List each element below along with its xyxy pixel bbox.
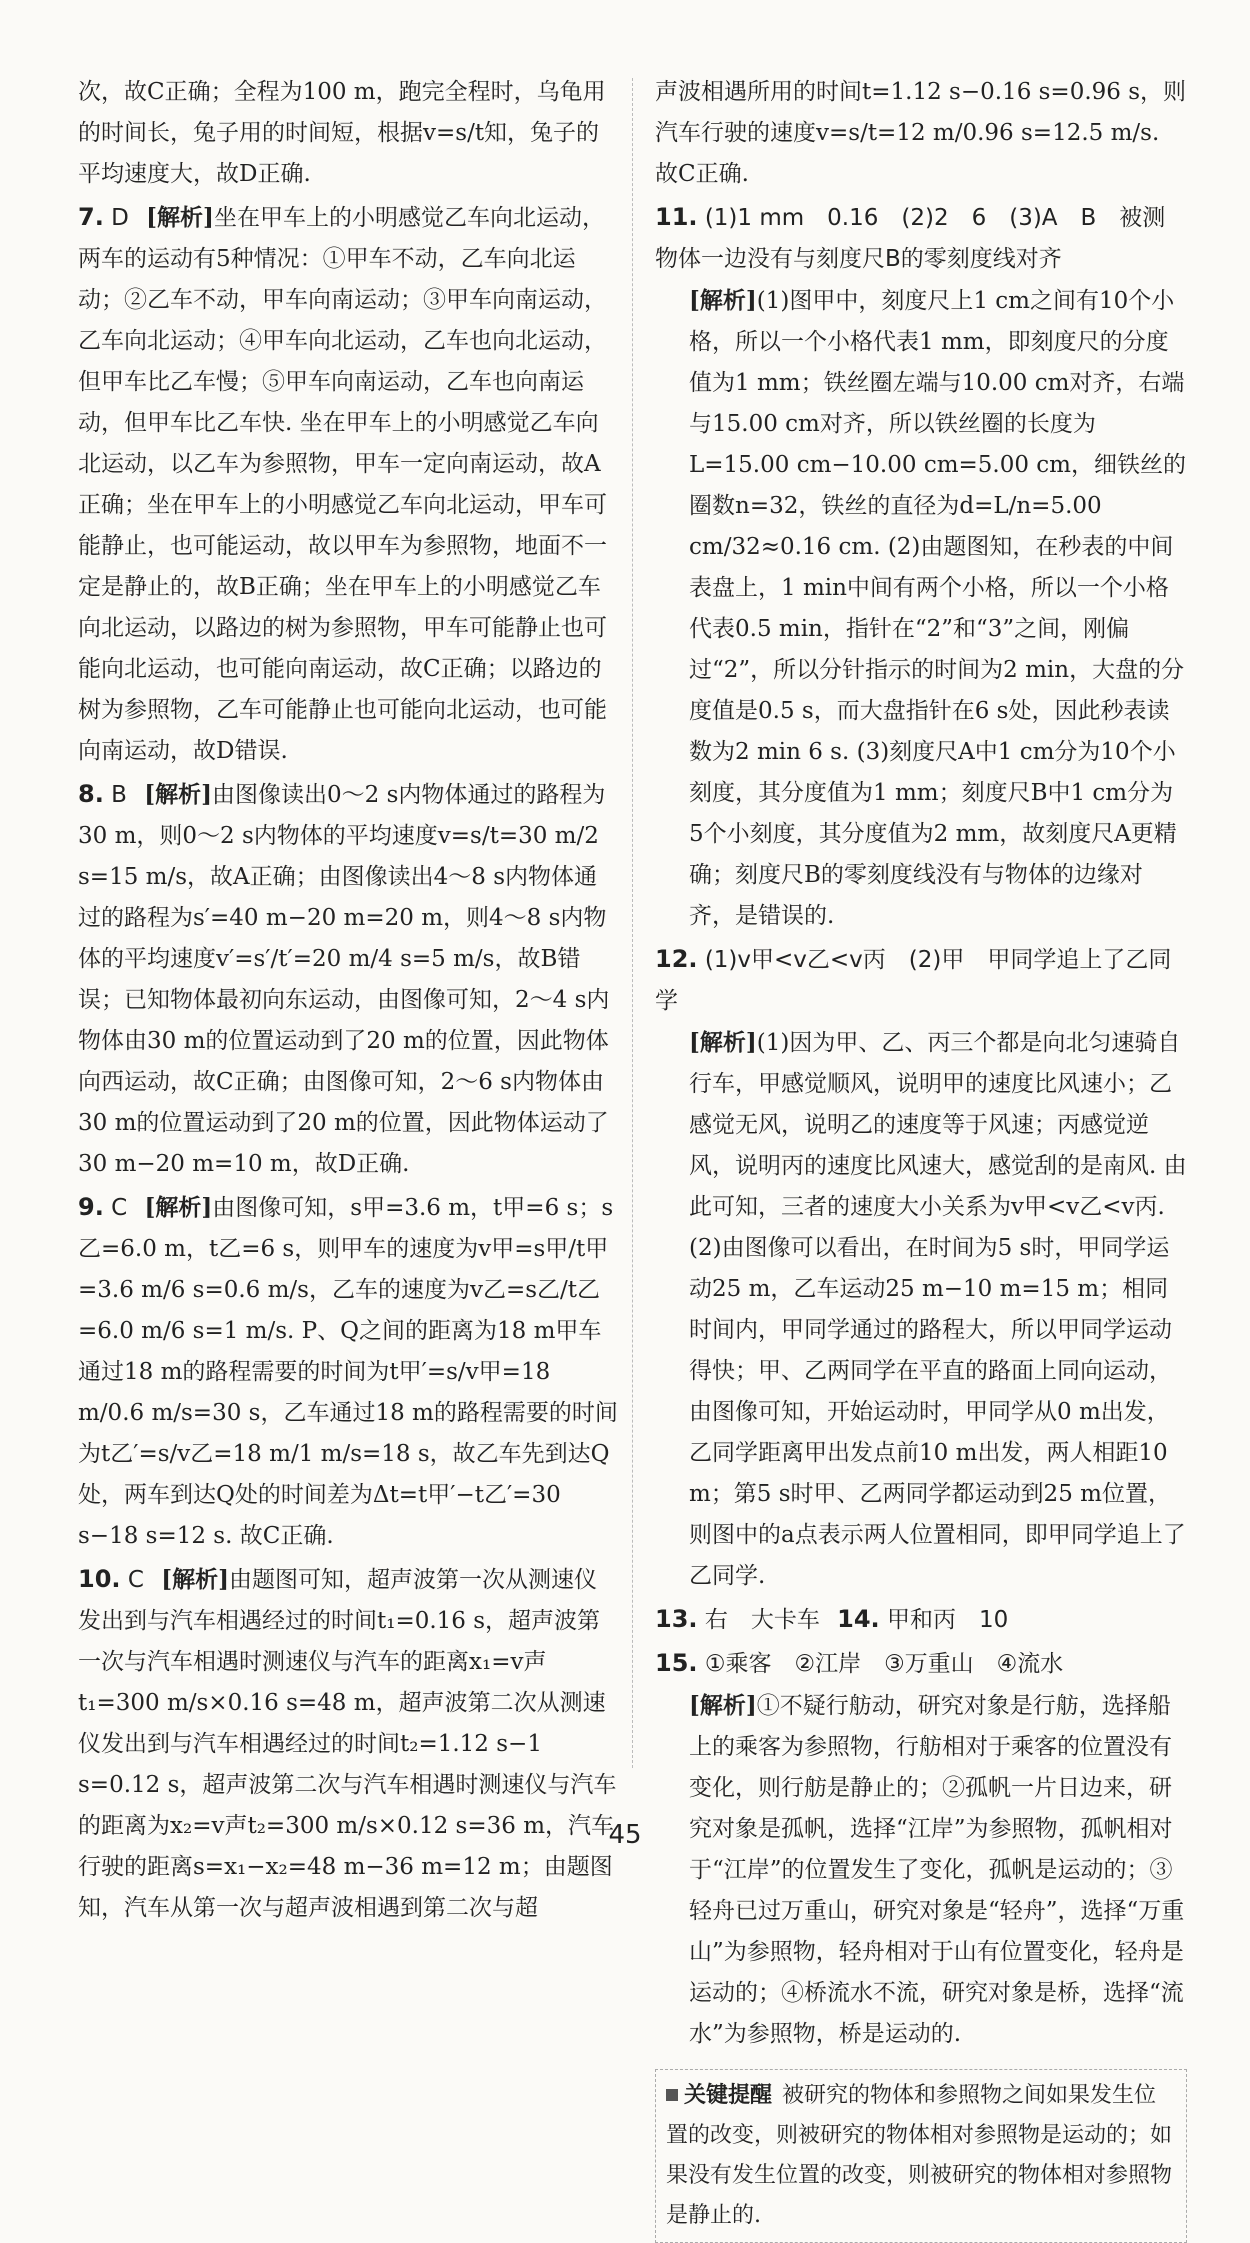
question-number: 12. [655,945,698,973]
question-number: 10. [78,1565,121,1593]
question-number: 9. [78,1193,104,1221]
analysis-tag: [解析] [689,287,757,314]
column-divider [632,78,633,1768]
answer-choice: C [127,1567,144,1593]
answer-12 [655,939,1187,1597]
answer-text: ①乘客 ②江岸 ③万重山 ④流水 [704,1651,1064,1677]
left-column [78,72,618,1929]
answer-text: (1)1 mm 0.16 (2)2 6 (3)A B 被测物体一边没有与刻度尺B的零刻度线对齐 [655,205,1166,272]
key-reminder-text: 被研究的物体和参照物之间如果发生位置的改变，则被研究的物体相对参照物是运动的；如果没有发生位置的改变，则被研究的物体相对参照物是静止的. [666,2083,1173,2228]
analysis-text: (1)图甲中，刻度尺上1 cm之间有10个小格，所以一个小格代表1 mm，即刻度尺的分度值为1 mm；铁丝圈左端与10.00 cm对齐，右端与15.00 cm对齐，所以铁丝圈的长度为L=15.00 cm−10.00 cm=5.00 cm，细铁丝的圈数n=32，铁丝的直径为d=L/n=5.00 cm/32≈0.16 cm. (2)由题图知，在秒表的中间表盘上，1 min中间有两个小格，所以一个小格代表0.5 min，指针在“2”和“3”之间，刚偏过“2”，所以分针指示的时间为2 min，大盘的分度值是0.5 s，而大盘指针在6 s处，因此秒表读数为2 min 6 s. (3)刻度尺A中1 cm分为10个小刻度，其分度值为1 mm；刻度尺B中1 cm分为5个小刻度，其分度值为2 mm，故刻度尺A更精确；刻度尺B的零刻度线没有与物体的边缘对齐，是错误的. [689,288,1186,929]
analysis-tag: [解析] [689,1692,757,1719]
analysis-text: 由图像读出0～2 s内物体通过的路程为30 m，则0～2 s内物体的平均速度v=s/t=30 m/2 s=15 m/s，故A正确；由图像读出4～8 s内物体通过的路程为s′=40 m−20 m=20 m，则4～8 s内物体的平均速度v′=s′/t′=20 m/4 s=5 m/s，故B错误；已知物体最初向东运动，由图像可知，2～4 s内物体由30 m的位置运动到了20 m的位置，因此物体向西运动，故C正确；由图像可知，2～6 s内物体由30 m的位置运动到了20 m的位置，因此物体运动了30 m−20 m=10 m，故D正确. [78,782,610,1177]
question-number: 8. [78,780,104,808]
answer-7 [78,197,618,772]
answer-choice: C [111,1195,128,1221]
analysis-text: 由题图可知，超声波第一次从测速仪发出到与汽车相遇经过的时间t₁=0.16 s，超声波第一次与汽车相遇时测速仪与汽车的距离x₁=v声t₁=300 m/s×0.16 s=48 m，超声波第二次从测速仪发出到与汽车相遇经过的时间t₂=1.12 s−1 s=0.12 s，超声波第二次与汽车相遇时测速仪与汽车的距离为x₂=v声t₂=300 m/s×0.12 s=36 m，汽车行驶的距离s=x₁−x₂=48 m−36 m=12 m；由题图知，汽车从第一次与超声波相遇到第二次与超 [78,1567,617,1921]
question-number: 15. [655,1649,698,1677]
question-number: 14. [837,1605,880,1633]
question-number: 11. [655,203,698,231]
q10-tail: 声波相遇所用的时间t=1.12 s−0.16 s=0.96 s，则汽车行驶的速度v=s/t=12 m/0.96 s=12.5 m/s. 故C正确. [655,79,1187,187]
analysis-text: ①不疑行舫动，研究对象是行舫，选择船上的乘客为参照物，行舫相对于乘客的位置没有变化，则行舫是静止的；②孤帆一片日边来，研究对象是孤帆，选择“江岸”为参照物，孤帆相对于“江岸”的位置发生了变化，孤帆是运动的；③轻舟已过万重山，研究对象是“轻舟”，选择“万重山”为参照物，轻舟相对于山有位置变化，轻舟是运动的；④桥流水不流，研究对象是桥，选择“流水”为参照物，桥是运动的. [689,1693,1185,2047]
analysis-tag: [解析] [689,1029,757,1056]
analysis-tag: [解析] [146,204,214,231]
answer-10 [78,1559,618,1929]
analysis-tag: [解析] [144,781,212,808]
question-number: 7. [78,203,104,231]
answer-choice: B [111,782,127,808]
answer-8 [78,774,618,1185]
page-number: 45 [608,1820,642,1850]
answer-13-14 [655,1599,1187,1641]
analysis-text: 由图像可知，s甲=3.6 m，t甲=6 s；s乙=6.0 m，t乙=6 s，则甲车的速度为v甲=s甲/t甲=3.6 m/6 s=0.6 m/s，乙车的速度为v乙=s乙/t乙=6.0 m/6 s=1 m/s. P、Q之间的距离为18 m甲车通过18 m的路程需要的时间为t甲′=s/v甲=18 m/0.6 m/s=30 s，乙车通过18 m的路程需要的时间为t乙′=s/v乙=18 m/1 m/s=18 s，故乙车先到达Q处，两车到达Q处的时间差为Δt=t甲′−t乙′=30 s−18 s=12 s. 故C正确. [78,1195,618,1549]
answer-text: (1)v甲<v乙<v丙 (2)甲 甲同学追上了乙同学 [655,947,1172,1014]
q6-tail: 次，故C正确；全程为100 m，跑完全程时，乌龟用的时间长，兔子用的时间短，根据v=s/t知，兔子的平均速度大，故D正确. [78,79,606,187]
analysis-tag: [解析] [161,1566,229,1593]
answer-text: 甲和丙 10 [886,1607,1009,1633]
answer-11 [655,197,1187,937]
analysis-tag: [解析] [144,1194,213,1221]
answer-choice: D [111,205,129,231]
key-reminder-title: 关键提醒 [666,2083,772,2108]
analysis-text: 坐在甲车上的小明感觉乙车向北运动，两车的运动有5种情况：①甲车不动，乙车向北运动；②乙车不动，甲车向南运动；③甲车向南运动，乙车向北运动；④甲车向北运动，乙车也向北运动，但甲车比乙车慢；⑤甲车向南运动，乙车也向南运动，但甲车比乙车快. 坐在甲车上的小明感觉乙车向北运动，以乙车为参照物，甲车一定向南运动，故A正确；坐在甲车上的小明感觉乙车向北运动，甲车可能静止，也可能运动，故以甲车为参照物，地面不一定是静止的，故B正确；坐在甲车上的小明感觉乙车向北运动，以路边的树为参照物，甲车可能静止也可能向北运动，也可能向南运动，故C正确；以路边的树为参照物，乙车可能静止也可能向北运动，也可能向南运动，故D错误. [78,205,607,764]
question-number: 13. [655,1605,698,1633]
key-reminder-box [655,2069,1187,2243]
answer-text: 右 大卡车 [704,1607,820,1633]
answer-9 [78,1187,618,1557]
right-column [655,72,1187,2243]
analysis-text: (1)因为甲、乙、丙三个都是向北匀速骑自行车，甲感觉顺风，说明甲的速度比风速小；乙感觉无风，说明乙的速度等于风速；丙感觉逆风，说明丙的速度比风速大，感觉刮的是南风. 由此可知，三者的速度大小关系为v甲<v乙<v丙. (2)由图像可以看出，在时间为5 s时，甲同学运动25 m，乙车运动25 m−10 m=15 m；相同时间内，甲同学通过的路程大，所以甲同学运动得快；甲、乙两同学在平直的路面上同向运动，由图像可知，开始运动时，甲同学从0 m出发，乙同学距离甲出发点前10 m出发，两人相距10 m；第5 s时甲、乙两同学都运动到25 m位置，则图中的a点表示两人位置相同，即甲同学追上了乙同学. [689,1030,1187,1589]
